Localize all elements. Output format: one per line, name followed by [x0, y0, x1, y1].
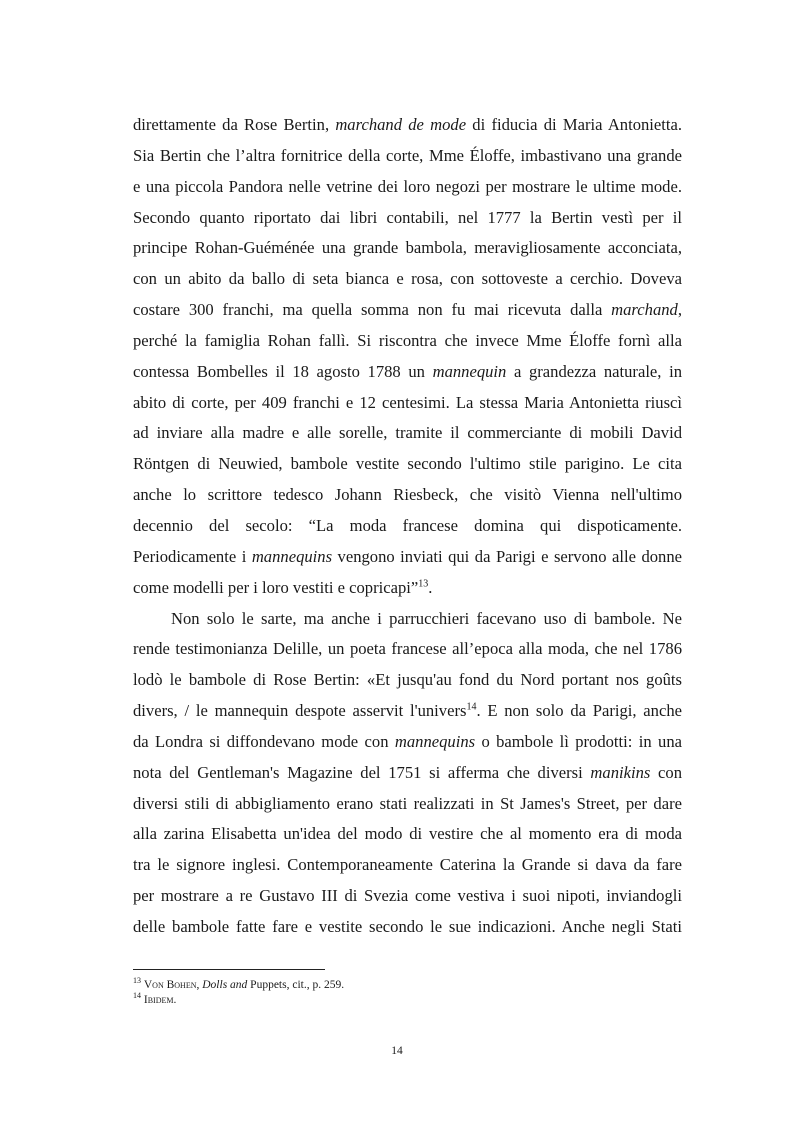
- p2-line-5: da Londra si diffondevano mode con mannequins o bambole lì prodotti: in una: [133, 731, 682, 751]
- p1-line-15: Periodicamente i mannequins vengono inviati qui da Parigi e servono alle donne: [133, 546, 682, 566]
- p2-line-7: diversi stili di abbigliamento erano stati realizzati in St James's Street, per dare: [133, 793, 682, 813]
- footnote-ref-13[interactable]: 13: [418, 578, 429, 590]
- p1-line-1: direttamente da Rose Bertin, marchand de mode di fiducia di Maria Antonietta.: [133, 115, 683, 134]
- page-number: 14: [391, 1045, 403, 1057]
- p2-line-8: alla zarina Elisabetta un'idea del modo di vestire che al momento era di moda: [133, 824, 682, 844]
- p1-line-8: perché la famiglia Rohan fallì. Si riscontra che invece Mme Éloffe fornì alla: [133, 330, 682, 350]
- p2-line-4: divers, / le mannequin despote asservit l'univers$^{14}$. E non solo da Parigi, anche: [133, 701, 682, 721]
- p2-line-11: delle bambole fatte fare e vestite secondo le sue indicazioni. Anche negli Stati: [133, 916, 682, 936]
- footnotes: [133, 978, 682, 1008]
- p2-line-2: rende testimonianza Delille, un poeta francese all’epoca alla moda, che nel 1786: [133, 639, 682, 659]
- footnote-number: 14: [133, 991, 141, 1001]
- p1-line-3: e una piccola Pandora nelle vetrine dei loro negozi per mostrare le ultime mode.: [133, 176, 682, 196]
- p1-line-13: anche lo scrittore tedesco Johann Riesbeck, che visitò Vienna nell'ultimo: [133, 485, 682, 505]
- p1-line-12: Röntgen di Neuwied, bambole vestite secondo l'ultimo stile parigino. Le cita: [133, 454, 682, 474]
- p1-line-7: costare 300 franchi, ma quella somma non fu mai ricevuta dalla marchand,: [133, 300, 682, 320]
- footnote-13: $^{13}$ Von Bohen, Dolls and Puppets, cit., p. 259.: [133, 976, 345, 991]
- italic-term: mannequins: [394, 731, 476, 751]
- italic-term: mannequin: [432, 361, 507, 381]
- p2-line-6: nota del Gentleman's Magazine del 1751 si afferma che diversi manikins con: [133, 762, 682, 782]
- p2-line-9: tra le signore inglesi. Contemporaneamente Caterina la Grande si dava da fare: [133, 855, 682, 875]
- p1-line-2: Sia Bertin che l’altra fornitrice della corte, Mme Éloffe, imbastivano una grande: [133, 145, 682, 165]
- italic-term: marchand de mode: [335, 115, 467, 134]
- p1-line-5: principe Rohan-Guéménée una grande bambola, meravigliosamente acconciata,: [133, 238, 682, 258]
- p1-line-10: abito di corte, per 409 franchi e 12 centesimi. La stessa Maria Antonietta riuscì: [133, 392, 682, 412]
- body-text: [133, 110, 682, 943]
- italic-term: mannequins: [251, 546, 333, 566]
- italic-term: manikins: [590, 762, 651, 782]
- footnote-14: $^{14}$ Ibidem.: [133, 991, 177, 1006]
- p2-line-3: lodò le bambole di Rose Bertin: «Et jusqu'au fond du Nord portant nos goûts: [133, 670, 682, 690]
- p1-line-11: ad inviare alla madre e alle sorelle, tramite il commerciante di mobili David: [133, 423, 682, 443]
- p1-line-4: Secondo quanto riportato dai libri contabili, nel 1777 la Bertin vestì per il: [133, 207, 682, 227]
- footnote-number: 13: [133, 976, 141, 986]
- p2-line-10: per mostrare a re Gustavo III di Svezia come vestiva i suoi nipoti, inviandogli: [133, 886, 682, 906]
- p2-line-1: Non solo le sarte, ma anche i parrucchieri facevano uso di bambole. Ne: [171, 608, 682, 628]
- italic-term: marchand: [611, 300, 678, 320]
- p1-line-9: contessa Bombelles il 18 agosto 1788 un mannequin a grandezza naturale, in: [133, 361, 682, 381]
- p1-line-16: come modelli per i loro vestiti e copricapi”$^{13}$.: [133, 577, 433, 597]
- footnote-separator: [133, 969, 325, 970]
- p1-line-6: con un abito da ballo di seta bianca e rosa, con sottoveste a cerchio. Doveva: [133, 269, 682, 289]
- p1-line-14: decennio del secolo: “La moda francese domina qui dispoticamente.: [133, 515, 682, 535]
- footnote-ref-14[interactable]: 14: [466, 701, 477, 713]
